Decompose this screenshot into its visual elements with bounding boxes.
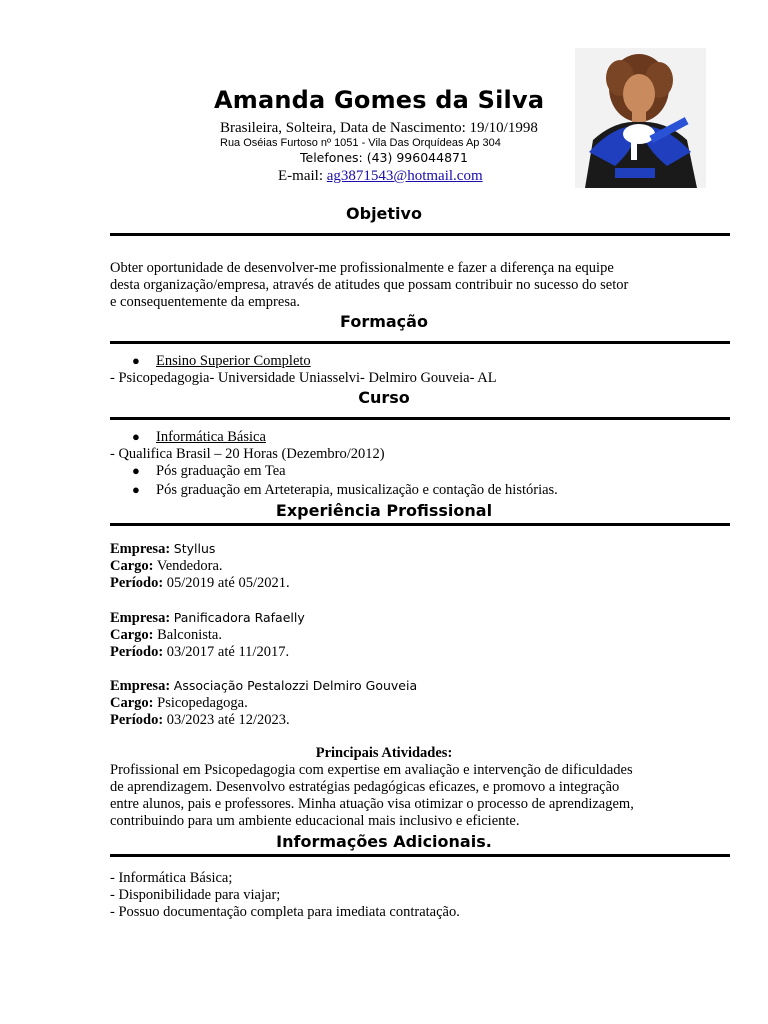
period-value: 03/2017 até 11/2017. [166, 644, 290, 660]
course-name: Informática Básica [156, 429, 266, 445]
bullet-dot-icon: ● [132, 353, 140, 368]
additional-item: - Informática Básica; [110, 870, 233, 886]
activities-title: Principais Atividades: [315, 745, 453, 761]
bullet-dot-icon: ● [132, 463, 140, 478]
company-name: Associação Pestalozzi Delmiro Gouveia [173, 678, 418, 693]
divider [110, 341, 730, 344]
profile-photo [575, 48, 706, 188]
period-value: 03/2023 até 12/2023. [166, 712, 290, 728]
education-degree: Ensino Superior Completo [156, 353, 311, 369]
section-title-courses: Curso [358, 388, 410, 407]
education-detail: - Psicopedagogia- Universidade Uniasselvi- Delmiro Gouveia- AL [110, 370, 497, 386]
divider [110, 417, 730, 420]
period-label: Período: [110, 575, 164, 591]
job-entry [110, 540, 290, 592]
bullet-dot-icon: ● [132, 429, 140, 444]
role-value: Psicopedagoga. [157, 695, 248, 711]
activities-text [110, 762, 658, 830]
objective-line: e consequentemente da empresa. [110, 294, 301, 310]
role-value: Vendedora. [156, 558, 223, 574]
bullet-dot-icon: ● [132, 482, 140, 497]
objective-line: Obter oportunidade de desenvolver-me profissionalmente e fazer a diferença na equipe [110, 260, 614, 276]
section-title-objective: Objetivo [346, 204, 422, 223]
period-label: Período: [110, 712, 164, 728]
role-value: Balconista. [157, 627, 222, 643]
activities-line: de aprendizagem. Desenvolvo estratégias pedagógicas eficazes, e promovo a integração [110, 779, 620, 795]
role-label: Cargo: [110, 558, 154, 574]
company-label: Empresa: [110, 678, 171, 694]
additional-item: - Possuo documentação completa para imediata contratação. [110, 904, 460, 920]
period-label: Período: [110, 644, 164, 660]
objective-line: desta organização/empresa, através de atitudes que possam contribuir no sucesso do setor [110, 277, 629, 293]
objective-text [110, 260, 670, 311]
divider [110, 233, 730, 236]
course-detail: - Qualifica Brasil – 20 Horas (Dezembro/2012) [110, 446, 385, 462]
company-label: Empresa: [110, 541, 171, 557]
divider [110, 854, 730, 857]
phone: Telefones: (43) 996044871 [300, 150, 468, 165]
activities-line: Profissional em Psicopedagogia com expertise em avaliação e intervenção de dificuldades [110, 762, 633, 778]
additional-item: - Disponibilidade para viajar; [110, 887, 281, 903]
activities-line: entre alunos, pais e professores. Minha atuação visa otimizar o processo de aprendizagem, [110, 796, 634, 812]
company-name: Panificadora Rafaelly [173, 610, 305, 625]
section-title-experience: Experiência Profissional [275, 501, 493, 520]
personal-details: Brasileira, Solteira, Data de Nascimento: 19/10/1998 [220, 120, 538, 136]
course-name: Pós graduação em Tea [156, 463, 286, 479]
email-label: E-mail: [278, 168, 327, 184]
role-label: Cargo: [110, 695, 154, 711]
email-line [278, 168, 483, 185]
additional-list [110, 870, 460, 921]
address: Rua Oséias Furtoso nº 1051 - Vila Das Orquídeas Ap 304 [220, 137, 501, 149]
period-value: 05/2019 até 05/2021. [166, 575, 290, 591]
job-entry [110, 677, 417, 729]
job-entry [110, 609, 305, 661]
company-name: Styllus [173, 541, 216, 556]
divider [110, 523, 730, 526]
course-name: Pós graduação em Arteterapia, musicalização e contação de histórias. [156, 482, 558, 498]
email-link[interactable]: ag3871543@hotmail.com [326, 168, 483, 184]
role-label: Cargo: [110, 627, 154, 643]
activities-line: contribuindo para um ambiente educacional mais inclusivo e eficiente. [110, 813, 520, 829]
candidate-name: Amanda Gomes da Silva [214, 86, 545, 114]
company-label: Empresa: [110, 610, 171, 626]
profile-photo-illustration [575, 48, 706, 188]
section-title-education: Formação [340, 312, 428, 331]
section-title-additional: Informações Adicionais. [276, 832, 492, 851]
